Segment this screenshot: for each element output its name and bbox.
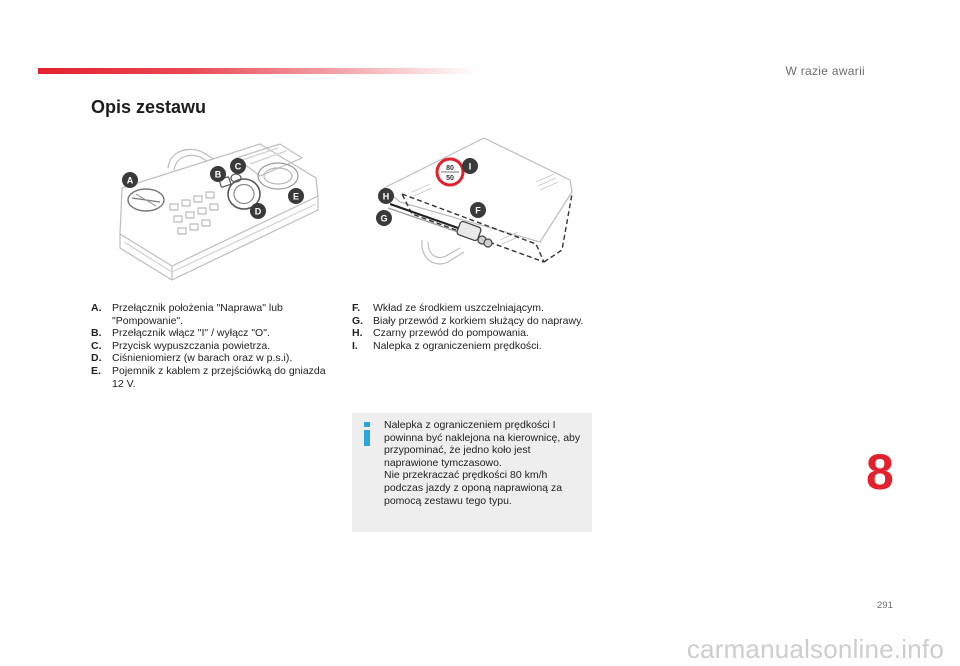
chapter-title: W razie awarii	[785, 64, 865, 78]
page-number: 291	[877, 600, 893, 611]
page-title: Opis zestawu	[91, 97, 207, 117]
label-b-marker	[210, 166, 226, 182]
legend-item: E. Pojemnik z kablem z przejściówką do gniazda 12 V.	[91, 364, 326, 390]
speed-limit-sticker	[437, 159, 463, 185]
legend-right	[352, 302, 592, 352]
label-h-marker	[378, 188, 394, 204]
legend-item: H. Czarny przewód do pompowania.	[352, 327, 529, 340]
svg-text:80: 80	[446, 165, 454, 172]
label-e-marker	[288, 188, 304, 204]
svg-text:A: A	[126, 175, 134, 186]
legend-item: C. Przycisk wypuszczania powietrza.	[91, 339, 271, 352]
legend-item: A. Przełącznik położenia "Naprawa" lub "Pompowanie".	[91, 302, 283, 327]
compressor-illustration	[110, 138, 332, 284]
legend-left	[91, 302, 336, 390]
legend-item: F. Wkład ze środkiem uszczelniającym.	[352, 302, 544, 314]
legend-item: D. Ciśnieniomierz (w barach oraz w p.s.i).	[91, 352, 293, 365]
legend-item: B. Przełącznik włącz "I" / wyłącz "O".	[91, 327, 270, 340]
label-g-marker	[376, 210, 392, 226]
info-paragraph: Nie przekraczać prędkości 80 km/h podczas jazdy z oponą naprawioną za pomocą zestawu tego typu.	[384, 469, 563, 507]
svg-text:C: C	[234, 161, 242, 172]
svg-text:D: D	[254, 206, 262, 217]
svg-text:B: B	[214, 169, 222, 180]
header-accent-bar	[38, 68, 478, 74]
label-i-marker	[462, 158, 478, 174]
label-a-marker	[122, 172, 138, 188]
watermark: carmanualsonline.info	[686, 634, 944, 664]
label-f-marker	[470, 202, 486, 218]
label-c-marker	[230, 158, 246, 174]
info-box	[352, 413, 592, 532]
svg-text:F: F	[475, 205, 481, 216]
chapter-number: 8	[866, 444, 894, 500]
info-paragraph: Nalepka z ograniczeniem prędkości I powinna być naklejona na kierownicę, aby przypominać, że jedno koło jest naprawione tymczasowo.	[384, 419, 581, 469]
info-icon	[362, 422, 372, 446]
legend-item: G. Biały przewód z korkiem służący do naprawy.	[352, 314, 584, 327]
label-d-marker	[250, 203, 266, 219]
svg-text:50: 50	[446, 175, 454, 182]
svg-text:I: I	[468, 161, 472, 172]
legend-item: I. Nalepka z ograniczeniem prędkości.	[352, 339, 542, 352]
svg-text:G: G	[380, 213, 388, 224]
svg-text:E: E	[292, 191, 300, 202]
svg-text:H: H	[382, 191, 390, 202]
cartridge-illustration	[372, 132, 582, 280]
info-text	[384, 419, 584, 507]
